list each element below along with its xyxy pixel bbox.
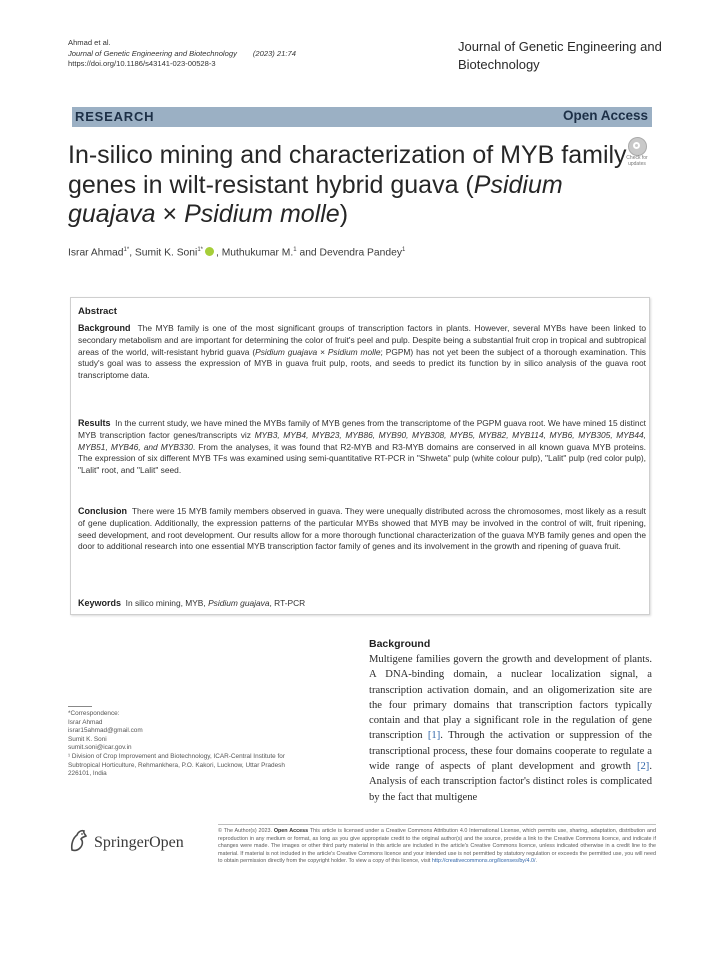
- header-authors: Ahmad et al.: [68, 38, 111, 47]
- keywords-label: Keywords: [78, 598, 122, 608]
- conclusion-label: Conclusion: [78, 506, 127, 516]
- author-3[interactable]: Muthukumar M.: [221, 247, 294, 259]
- logo-word-springer: Springer: [94, 834, 150, 851]
- author-4[interactable]: Devendra Pandey: [319, 247, 402, 259]
- journal-name: Journal of Genetic Engineering and Biotechnology: [458, 39, 662, 72]
- correspondence-title: *Correspondence:: [68, 710, 120, 717]
- author-2[interactable]: Sumit K. Soni: [134, 247, 198, 259]
- article-title: In-silico mining and characterization of MYB family genes in wilt-resistant hybrid guava (Psidium guajava × Psidium molle): [68, 141, 627, 228]
- running-header: [68, 38, 308, 70]
- results-label: Results: [78, 418, 111, 428]
- author-1[interactable]: Israr Ahmad: [68, 247, 124, 259]
- reference-link-2[interactable]: [2]: [636, 761, 650, 773]
- section-heading-background: Background: [369, 638, 431, 650]
- check-for-updates-text: Check for updates: [626, 155, 648, 167]
- reference-link-1[interactable]: [1]: [427, 730, 441, 742]
- abstract-conclusion: Conclusion There were 15 MYB family members observed in guava. They were unequally distributed across the chromosomes, most likely as a result of gene duplication. Additionally, the expression patterns of the particular MYBs showed that MYB may be involved in the control of wilt, fruit ripening, seed development, and root development. Our results allow for a more thorough functional characterization of the guava MYB family genes and open the door to additional research into one essential MYB transcription factor family of genes and its involvement in the growth and ripening of guava fruit.: [78, 506, 646, 552]
- springer-horse-icon: [68, 828, 90, 854]
- footnote-rule: [68, 706, 92, 707]
- open-access-label: Open Access: [562, 108, 648, 123]
- abstract-heading: Abstract: [78, 306, 117, 317]
- header-volume: (2023) 21:74: [252, 48, 296, 58]
- abstract-keywords: Keywords In silico mining, MYB, Psidium guajava, RT-PCR: [78, 598, 306, 608]
- abstract-background: Background The MYB family is one of the most significant groups of transcription factors in plants. However, several MYBs have been linked to secondary metabolism and are important for determining the color of fruit's peel and pulp. Despite being a substantial fruit crop in tropical and subtropical areas of the world, wilt-resistant hybrid guava (Psidium guajava × Psidium molle; PGPM) has not yet been the subject of a thorough examination. This study's goal was to assess the expression of MYB in guava fruit pulp, roots, and seeds to predict its function by in silico analysis of the guava root transcriptome data.: [78, 323, 646, 381]
- body-paragraph: Multigene families govern the growth and development of plants. A DNA-binding domain, a nuclear localization signal, a transcription activation domain, and an oligomerization site are the four primary domains that transcription factors typically contain and that play a significant role in the regulation of gene transcription [1]. Through the activation or suppression of the transcriptional process, these four domains cooperate to regulate a wide range of aspects of plant development and growth [2]. Analysis of each transcription factor's distinct roles is complicated by the fact that multigene: [369, 654, 652, 803]
- email-link-2[interactable]: sumit.soni@icar.gov.in: [68, 744, 132, 752]
- email-link-1[interactable]: israr15ahmad@gmail.com: [68, 727, 143, 735]
- header-journal: Journal of Genetic Engineering and Biotechnology: [68, 48, 237, 58]
- header-doi[interactable]: https://doi.org/10.1186/s43141-023-00528-3: [68, 59, 216, 69]
- license-text: © The Author(s) 2023. Open Access This article is licensed under a Creative Commons Attribution 4.0 International License, which permits use, sharing, adaptation, distribution and reproduction in any medium or format, as long as you give appropriate credit to the original author(s) and the source, provide a link to the Creative Commons licence, and indicate if changes were made. The images or other third party material in this article are included in the article's Creative Commons licence, unless indicated otherwise in a credit line to the material. If material is not included in the article's Creative Commons licence and your intended use is not permitted by statutory regulation or exceeds the permitted use, you will need to obtain permission directly from the copyright holder. To view a copy of this licence, visit http://creativecommons.org/licenses/by/4.0/.: [218, 828, 656, 865]
- check-for-updates-icon: [628, 137, 647, 156]
- article-type-bar: [72, 107, 652, 127]
- orcid-icon[interactable]: [205, 247, 214, 256]
- license-link[interactable]: http://creativecommons.org/licenses/by/4.0/: [431, 858, 536, 865]
- background-label: Background: [78, 323, 131, 333]
- springer-open-logo: [68, 828, 208, 858]
- correspondence-block: *Correspondence: Israr Ahmad israr15ahmad@gmail.com Sumit K. Soni sumit.soni@icar.gov.in ¹ Division of Crop Improvement and Biotechnology, ICAR-Central Institute for Subtropical Horticulture, Rehmankhera, P.O. Kakori, Lucknow, Uttar Pradesh 226101, India: [68, 710, 288, 779]
- title-species-2: Psidium molle: [184, 200, 340, 228]
- article-type-label: RESEARCH: [75, 109, 155, 124]
- title-main: In-silico mining and characterization of MYB family genes in wilt-resistant hybrid guava: [68, 141, 627, 199]
- author-list: Israr Ahmad$^{1*}$, Sumit K. Soni$^{1*}$ , Muthukumar M.$^1$ and Devendra Pandey$^1$: [68, 247, 406, 259]
- logo-word-open: Open: [149, 834, 184, 851]
- affiliation: ¹ Division of Crop Improvement and Biotechnology, ICAR-Central Institute for Subtropical Horticulture, Rehmankhera, P.O. Kakori, Lucknow, Uttar Pradesh 226101, India: [68, 752, 285, 778]
- title-species-1: Psidium guajava: [68, 170, 563, 228]
- abstract-results: Results In the current study, we have mined the MYBs family of MYB genes from the transcriptome of the PGPM guava root. We have mined 15 distinct MYB transcription factor genes/transcripts viz MYB3, MYB4, MYB23, MYB86, MYB90, MYB308, MYB5, MYB82, MYB114, MYB6, MYB305, MYB44, MYB51, MYB46, and MYB330. From the analyses, it was found that R2-MYB and R3-MYB domains are conserved in all known guava MYB proteins. The expression of six different MYB TFs was examined using semi-quantitative RT-PCR in "Shweta" pulp (white colour pulp), "Lalit" pulp (red color pulp), "Lalit" root, and "Lalit" seed.: [78, 418, 647, 476]
- license-rule: [218, 824, 656, 825]
